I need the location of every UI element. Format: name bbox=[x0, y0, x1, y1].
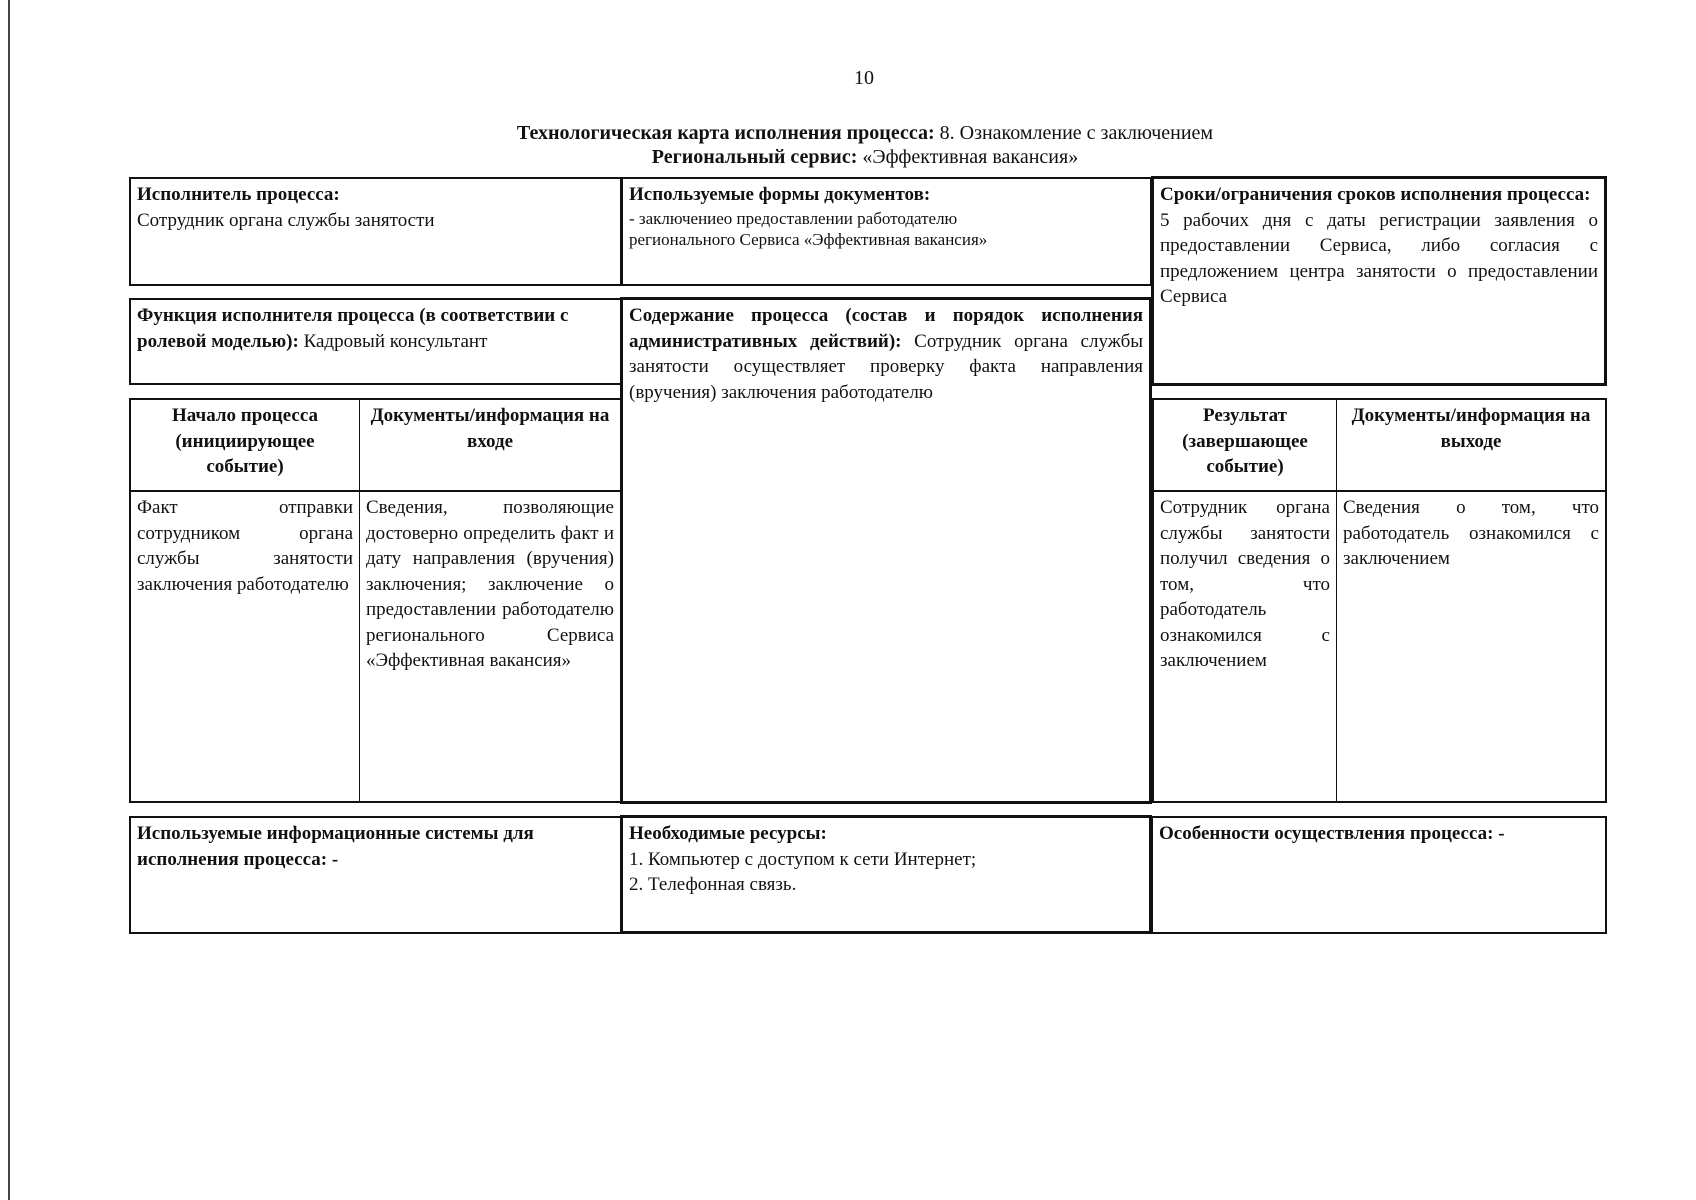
resources-box bbox=[620, 815, 1152, 934]
title-service-label: Региональный сервис: bbox=[651, 146, 858, 168]
content-label: Содержание процесса (состав и порядок исполнения административных действий): bbox=[629, 305, 1143, 352]
executor-box bbox=[129, 177, 622, 286]
forms-label: Используемые формы документов: bbox=[629, 184, 931, 205]
title-line-2 bbox=[0, 145, 1696, 169]
deadlines-box bbox=[1151, 176, 1607, 386]
title-line-1 bbox=[0, 121, 1696, 145]
executor-label: Исполнитель процесса: bbox=[137, 184, 340, 205]
resources-label: Необходимые ресурсы: bbox=[629, 823, 827, 844]
output-cell-result: Сотрудник органа службы занятости получил сведения о том, что работодатель ознакомился с заключением bbox=[1154, 492, 1337, 801]
input-table bbox=[129, 398, 622, 803]
output-header-result: Результат (завершающее событие) bbox=[1154, 400, 1337, 492]
content-value: Сотрудник органа службы занятости осуществляет проверку факта направления (вручения) заключения работодателю bbox=[629, 330, 1144, 403]
title-process-value: 8. Ознакомление с заключением bbox=[934, 122, 1214, 144]
info-systems-box bbox=[129, 816, 622, 934]
features-box bbox=[1151, 816, 1607, 934]
output-header-docs: Документы/информация на выходе bbox=[1337, 400, 1605, 492]
forms-value: - заключениео предоставлении работодателю регионального Сервиса «Эффективная вакансия» bbox=[629, 208, 988, 249]
forms-box bbox=[621, 177, 1152, 286]
features-label: Особенности осуществления процесса: - bbox=[1159, 823, 1505, 844]
deadlines-value: 5 рабочих дня с даты регистрации заявления о предоставлении Сервиса, либо согласия с предложением центра занятости о предоставлении Сервиса bbox=[1160, 209, 1598, 307]
function-box bbox=[129, 298, 622, 385]
function-label: Функция исполнителя процесса (в соответствии с ролевой моделью): bbox=[137, 305, 569, 352]
document-title bbox=[0, 121, 1696, 169]
input-cell-start: Факт отправки сотрудником органа службы занятости заключения работодателю bbox=[131, 492, 360, 801]
function-value: Кадровый консультант bbox=[298, 330, 488, 352]
info-systems-label: Используемые информационные системы для исполнения процесса: - bbox=[137, 823, 534, 870]
title-process-label: Технологическая карта исполнения процесса: bbox=[516, 122, 935, 144]
deadlines-label: Сроки/ограничения сроков исполнения процесса: bbox=[1160, 184, 1591, 205]
resources-item: 2. Телефонная связь. bbox=[629, 874, 797, 895]
input-header-docs: Документы/информация на входе bbox=[360, 400, 620, 492]
output-table bbox=[1152, 398, 1607, 803]
resources-item: 1. Компьютер с доступом к сети Интернет; bbox=[629, 848, 977, 870]
scan-edge-line bbox=[8, 0, 10, 1200]
output-cell-docs: Сведения о том, что работодатель ознакомился с заключением bbox=[1343, 497, 1599, 569]
title-service-value: «Эффективная вакансия» bbox=[857, 146, 1079, 168]
input-cell-docs: Сведения, позволяющие достоверно определить факт и дату направления (вручения) заключения; заключение о предоставлении работодателю регионального Сервиса «Эффективная вакансия» bbox=[366, 497, 614, 671]
input-header-start: Начало процесса (инициирующее событие) bbox=[131, 400, 360, 492]
executor-value: Сотрудник органа службы занятости bbox=[137, 209, 435, 231]
page-number: 10 bbox=[854, 67, 874, 89]
content-box bbox=[620, 297, 1152, 804]
